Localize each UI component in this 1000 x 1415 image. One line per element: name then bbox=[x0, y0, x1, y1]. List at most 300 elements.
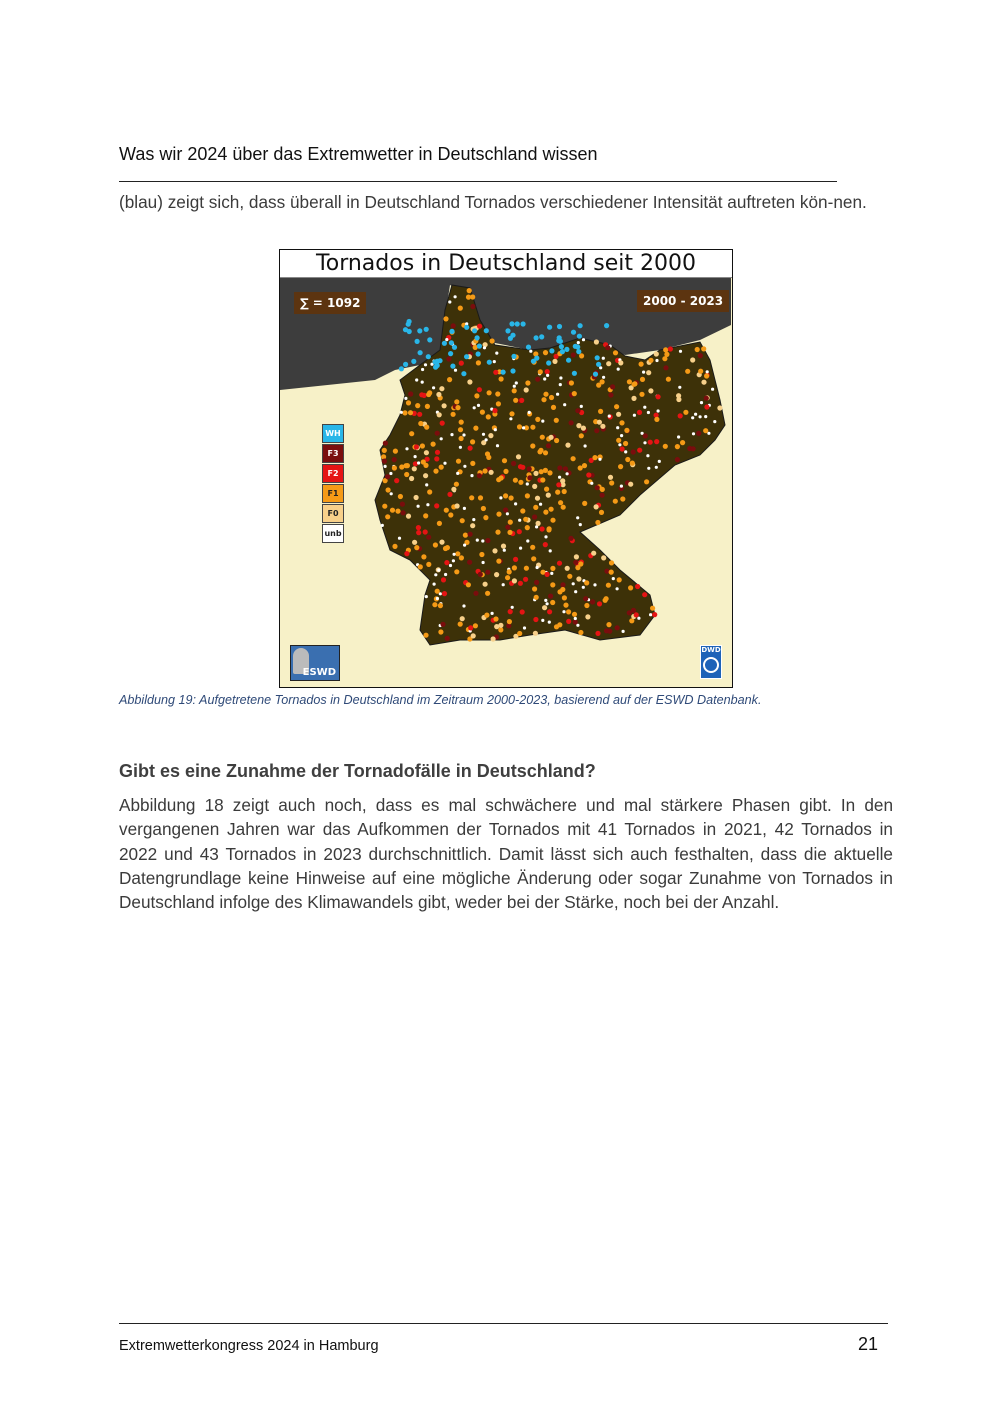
tornado-dot bbox=[514, 502, 517, 505]
tornado-dot bbox=[648, 388, 653, 393]
waterspout-dot bbox=[521, 321, 526, 326]
tornado-dot bbox=[566, 619, 571, 624]
tornado-dot bbox=[550, 582, 555, 587]
tornado-dot bbox=[631, 382, 636, 387]
tornado-dot bbox=[557, 589, 562, 594]
legend-item-wh: WH bbox=[322, 424, 344, 443]
tornado-dot bbox=[704, 404, 709, 409]
tornado-dot bbox=[619, 420, 624, 425]
tornado-dot bbox=[459, 436, 464, 441]
tornado-dot bbox=[450, 433, 453, 436]
tornado-dot bbox=[560, 582, 565, 587]
waterspout-dot bbox=[509, 321, 514, 326]
tornado-dot bbox=[453, 553, 456, 556]
tornado-dot bbox=[573, 560, 578, 565]
tornado-dot bbox=[595, 485, 600, 490]
tornado-dot bbox=[609, 480, 614, 485]
tornado-dot bbox=[439, 540, 444, 545]
waterspout-dot bbox=[472, 328, 477, 333]
tornado-dot bbox=[392, 457, 397, 462]
tornado-dot bbox=[467, 288, 472, 293]
tornado-dot bbox=[414, 495, 419, 500]
tornado-dot bbox=[567, 574, 572, 579]
tornado-dot bbox=[646, 370, 651, 375]
tornado-dot bbox=[507, 569, 512, 574]
tornado-dot bbox=[584, 580, 589, 585]
waterspout-dot bbox=[511, 354, 516, 359]
tornado-dot bbox=[400, 411, 403, 414]
tornado-dot bbox=[425, 483, 428, 486]
tornado-dot bbox=[668, 346, 673, 351]
tornado-dot bbox=[471, 633, 476, 638]
tornado-dot bbox=[454, 569, 459, 574]
tornado-dot bbox=[526, 539, 529, 542]
tornado-dot bbox=[498, 623, 503, 628]
tornado-dot bbox=[427, 489, 432, 494]
tornado-dot bbox=[701, 346, 706, 351]
waterspout-dot bbox=[564, 347, 569, 352]
tornado-dot bbox=[634, 612, 639, 617]
tornado-dot bbox=[597, 420, 602, 425]
tornado-dot bbox=[558, 500, 563, 505]
waterspout-dot bbox=[534, 356, 539, 361]
tornado-dot bbox=[584, 444, 587, 447]
legend-item-f2: F2 bbox=[322, 464, 344, 483]
tornado-dot bbox=[692, 432, 695, 435]
tornado-dot bbox=[456, 472, 459, 475]
tornado-dot bbox=[435, 589, 440, 594]
tornado-dot bbox=[544, 487, 549, 492]
tornado-dot bbox=[683, 410, 688, 415]
tornado-dot bbox=[559, 376, 562, 379]
tornado-dot bbox=[557, 465, 562, 470]
tornado-dot bbox=[543, 510, 548, 515]
tornado-dot bbox=[546, 602, 549, 605]
waterspout-dot bbox=[559, 344, 564, 349]
tornado-dot bbox=[678, 386, 681, 389]
tornado-dot bbox=[545, 369, 550, 374]
tornado-dot bbox=[563, 466, 568, 471]
tornado-dot bbox=[533, 505, 538, 510]
tornado-dot bbox=[513, 385, 516, 388]
tornado-dot bbox=[458, 622, 463, 627]
tornado-dot bbox=[631, 449, 636, 454]
tornado-dot bbox=[617, 577, 622, 582]
tornado-dot bbox=[635, 584, 640, 589]
tornado-dot bbox=[520, 508, 525, 513]
tornado-dot bbox=[599, 510, 604, 515]
figure-caption: Abbildung 19: Aufgetretene Tornados in Deutschland im Zeitraum 2000-2023, basierend auf der ESWD Datenbank. bbox=[119, 693, 762, 707]
tornado-dot bbox=[618, 443, 621, 446]
tornado-dot bbox=[557, 561, 562, 566]
tornado-dot bbox=[421, 554, 426, 559]
tornado-dot bbox=[455, 503, 460, 508]
tornado-dot bbox=[642, 371, 645, 374]
tornado-dot bbox=[404, 551, 409, 556]
tornado-dot bbox=[382, 504, 387, 509]
tornado-dot bbox=[654, 417, 659, 422]
tornado-dot bbox=[545, 572, 550, 577]
waterspout-dot bbox=[547, 325, 552, 330]
tornado-dot bbox=[445, 636, 450, 641]
tornado-dot bbox=[502, 458, 507, 463]
tornado-dot bbox=[603, 598, 608, 603]
tornado-dot bbox=[643, 433, 648, 438]
tornado-dot bbox=[541, 619, 544, 622]
tornado-dot bbox=[675, 444, 680, 449]
waterspout-dot bbox=[539, 334, 544, 339]
tornado-dot bbox=[582, 338, 585, 341]
germany-map bbox=[280, 250, 731, 686]
tornado-dot bbox=[541, 420, 544, 423]
tornado-dot bbox=[657, 409, 660, 412]
tornado-dot bbox=[536, 521, 541, 526]
tornado-dot bbox=[631, 396, 636, 401]
tornado-dot bbox=[550, 600, 555, 605]
tornado-dot bbox=[530, 545, 535, 550]
tornado-dot bbox=[466, 582, 471, 587]
tornado-dot bbox=[527, 466, 532, 471]
tornado-dot bbox=[530, 425, 535, 430]
tornado-dot bbox=[528, 411, 531, 414]
tornado-dot bbox=[663, 365, 668, 370]
tornado-dot bbox=[473, 426, 478, 431]
tornado-dot bbox=[406, 400, 411, 405]
tornado-dot bbox=[533, 617, 538, 622]
tornado-dot bbox=[572, 582, 575, 585]
tornado-dot bbox=[491, 636, 496, 641]
tornado-dot bbox=[423, 529, 428, 534]
tornado-dot bbox=[590, 482, 593, 485]
tornado-dot bbox=[633, 414, 636, 417]
tornado-dot bbox=[466, 295, 471, 300]
tornado-dot bbox=[620, 485, 623, 488]
waterspout-dot bbox=[572, 371, 577, 376]
tornado-dot bbox=[543, 392, 548, 397]
tornado-dot bbox=[533, 471, 538, 476]
tornado-dot bbox=[569, 380, 574, 385]
page-number: 21 bbox=[858, 1334, 879, 1354]
tornado-dot bbox=[503, 469, 508, 474]
tornado-dot bbox=[505, 525, 510, 530]
tornado-dot bbox=[628, 585, 633, 590]
waterspout-dot bbox=[399, 366, 404, 371]
tornado-dot bbox=[509, 417, 512, 420]
waterspout-dot bbox=[534, 335, 539, 340]
tornado-dot bbox=[609, 560, 614, 565]
tornado-dot bbox=[459, 555, 464, 560]
tornado-dot bbox=[451, 412, 456, 417]
tornado-dot bbox=[385, 474, 390, 479]
waterspout-dot bbox=[571, 330, 576, 335]
waterspout-dot bbox=[449, 340, 454, 345]
tornado-dot bbox=[598, 409, 603, 414]
tornado-dot bbox=[546, 527, 551, 532]
tornado-dot bbox=[393, 449, 398, 454]
tornado-dot bbox=[467, 560, 472, 565]
tornado-dot bbox=[613, 350, 618, 355]
tornado-dot bbox=[426, 503, 429, 506]
tornado-dot bbox=[532, 586, 537, 591]
tornado-dot bbox=[525, 525, 530, 530]
tornado-dot bbox=[437, 569, 440, 572]
tornado-dot bbox=[460, 518, 465, 523]
tornado-dot bbox=[595, 631, 600, 636]
tornado-dot bbox=[381, 524, 384, 527]
tornado-dot bbox=[574, 617, 577, 620]
tornado-dot bbox=[491, 612, 494, 615]
tornado-dot bbox=[616, 426, 619, 429]
tornado-dot bbox=[440, 437, 443, 440]
intensity-legend bbox=[322, 424, 342, 544]
tornado-dot bbox=[536, 566, 539, 569]
tornado-dot bbox=[482, 433, 485, 436]
tornado-dot bbox=[643, 441, 646, 444]
tornado-dot bbox=[555, 490, 560, 495]
tornado-dot bbox=[509, 495, 514, 500]
tornado-dot bbox=[624, 450, 627, 453]
tornado-dot bbox=[646, 454, 649, 457]
tornado-dot bbox=[434, 573, 437, 576]
tornado-dot bbox=[454, 482, 459, 487]
eswd-logo: ESWD bbox=[290, 645, 340, 681]
tornado-dot bbox=[477, 404, 480, 407]
tornado-dot bbox=[432, 386, 435, 389]
tornado-dot bbox=[543, 542, 548, 547]
tornado-dot bbox=[597, 601, 602, 606]
tornado-dot bbox=[600, 493, 605, 498]
tornado-dot bbox=[489, 470, 494, 475]
tornado-dot bbox=[549, 549, 552, 552]
tornado-dot bbox=[609, 570, 614, 575]
tornado-dot bbox=[662, 356, 667, 361]
waterspout-dot bbox=[450, 364, 455, 369]
tornado-dot bbox=[606, 583, 611, 588]
tornado-dot bbox=[537, 449, 542, 454]
tornado-dot bbox=[488, 433, 493, 438]
tornado-dot bbox=[571, 352, 576, 357]
tornado-dot bbox=[412, 466, 417, 471]
tornado-dot bbox=[647, 467, 650, 470]
tornado-dot bbox=[554, 418, 559, 423]
tornado-dot bbox=[426, 562, 431, 567]
sum-badge: ∑ = 1092 bbox=[294, 292, 366, 314]
tornado-dot bbox=[423, 633, 428, 638]
tornado-dot bbox=[677, 435, 680, 438]
tornado-dot bbox=[698, 353, 703, 358]
tornado-dot bbox=[582, 501, 587, 506]
tornado-dot bbox=[495, 391, 500, 396]
tornado-dot bbox=[608, 475, 613, 480]
intro-paragraph: (blau) zeigt sich, dass überall in Deutschland Tornados verschiedener Intensität auftreten kön-nen. bbox=[119, 192, 867, 212]
tornado-dot bbox=[613, 499, 618, 504]
tornado-dot bbox=[590, 599, 595, 604]
waterspout-dot bbox=[577, 334, 582, 339]
tornado-dot bbox=[616, 412, 621, 417]
tornado-dot bbox=[577, 341, 580, 344]
tornado-dot bbox=[440, 622, 445, 627]
tornado-dot bbox=[463, 533, 468, 538]
tornado-dot bbox=[600, 424, 605, 429]
tornado-dot bbox=[484, 613, 489, 618]
tornado-dot bbox=[442, 403, 447, 408]
tornado-dot bbox=[717, 405, 722, 410]
tornado-dot bbox=[499, 475, 504, 480]
tornado-dot bbox=[529, 350, 532, 353]
tornado-dot bbox=[550, 518, 555, 523]
tornado-dot bbox=[424, 450, 429, 455]
tornado-dot bbox=[565, 443, 570, 448]
tornado-dot bbox=[509, 411, 514, 416]
tornado-dot bbox=[616, 438, 621, 443]
tornado-dot bbox=[526, 482, 529, 485]
waterspout-dot bbox=[487, 360, 492, 365]
waterspout-dot bbox=[411, 359, 416, 364]
tornado-dot bbox=[470, 474, 473, 477]
tornado-dot bbox=[476, 360, 481, 365]
tornado-dot bbox=[482, 561, 485, 564]
tornado-dot bbox=[576, 624, 579, 627]
tornado-dot bbox=[468, 532, 473, 537]
tornado-dot bbox=[394, 478, 399, 483]
tornado-dot bbox=[431, 442, 436, 447]
tornado-dot bbox=[425, 595, 428, 598]
tornado-dot bbox=[445, 545, 450, 550]
tornado-dot bbox=[470, 523, 475, 528]
tornado-dot bbox=[459, 420, 464, 425]
tornado-dot bbox=[562, 610, 565, 613]
tornado-dot bbox=[624, 428, 629, 433]
tornado-dot bbox=[706, 370, 709, 373]
tornado-dot bbox=[695, 347, 700, 352]
tornado-dot bbox=[483, 346, 486, 349]
tornado-dot bbox=[470, 461, 475, 466]
tornado-dot bbox=[523, 577, 528, 582]
tornado-dot bbox=[554, 624, 559, 629]
waterspout-dot bbox=[505, 328, 510, 333]
tornado-dot bbox=[652, 612, 657, 617]
tornado-dot bbox=[417, 505, 420, 508]
tornado-dot bbox=[543, 377, 546, 380]
tornado-dot bbox=[594, 428, 599, 433]
tornado-dot bbox=[532, 514, 537, 519]
tornado-dot bbox=[563, 603, 568, 608]
tornado-dot bbox=[549, 507, 554, 512]
tornado-dot bbox=[546, 493, 551, 498]
tornado-dot bbox=[625, 457, 630, 462]
tornado-dot bbox=[402, 410, 407, 415]
tornado-dot bbox=[650, 606, 655, 611]
tornado-dot bbox=[408, 410, 413, 415]
tornado-dot bbox=[544, 535, 547, 538]
tornado-dot bbox=[654, 439, 659, 444]
tornado-dot bbox=[534, 580, 539, 585]
tornado-dot bbox=[418, 421, 423, 426]
tornado-dot bbox=[663, 444, 668, 449]
tornado-dot bbox=[579, 523, 582, 526]
tornado-dot bbox=[583, 596, 588, 601]
tornado-dot bbox=[493, 360, 496, 363]
waterspout-dot bbox=[546, 360, 551, 365]
tornado-dot bbox=[516, 454, 521, 459]
waterspout-dot bbox=[549, 348, 554, 353]
tornado-dot bbox=[582, 586, 585, 589]
tornado-dot bbox=[437, 412, 442, 417]
tornado-dot bbox=[578, 630, 583, 635]
tornado-dot bbox=[385, 514, 390, 519]
waterspout-dot bbox=[427, 337, 432, 342]
tornado-dot bbox=[446, 356, 451, 361]
tornado-dot bbox=[644, 479, 649, 484]
tornado-dot bbox=[473, 406, 476, 409]
tornado-dot bbox=[711, 388, 714, 391]
waterspout-dot bbox=[576, 349, 581, 354]
tornado-dot bbox=[447, 377, 452, 382]
tornado-dot bbox=[519, 547, 522, 550]
tornado-dot bbox=[437, 521, 442, 526]
waterspout-dot bbox=[406, 322, 411, 327]
tornado-dot bbox=[406, 514, 411, 519]
waterspout-dot bbox=[433, 365, 438, 370]
tornado-dot bbox=[476, 539, 479, 542]
waterspout-dot bbox=[448, 351, 453, 356]
tornado-dot bbox=[600, 487, 605, 492]
tornado-dot bbox=[524, 387, 529, 392]
tornado-dot bbox=[472, 518, 475, 521]
tornado-dot bbox=[713, 420, 716, 423]
tornado-dot bbox=[517, 631, 522, 636]
tornado-dot bbox=[540, 435, 545, 440]
tornado-dot bbox=[477, 387, 482, 392]
tornado-dot bbox=[512, 388, 517, 393]
tornado-dot bbox=[499, 496, 502, 499]
tornado-dot bbox=[648, 358, 653, 363]
tornado-dot bbox=[535, 496, 540, 501]
tornado-dot bbox=[512, 565, 517, 570]
tornado-dot bbox=[538, 369, 543, 374]
tornado-dot bbox=[462, 604, 465, 607]
section-heading: Gibt es eine Zunahme der Tornadofälle in Deutschland? bbox=[119, 761, 596, 781]
tornado-dot bbox=[531, 556, 536, 561]
tornado-dot bbox=[511, 461, 516, 466]
tornado-dot bbox=[479, 552, 484, 557]
tornado-dot bbox=[421, 381, 424, 384]
tornado-dot bbox=[620, 496, 625, 501]
tornado-dot bbox=[580, 405, 583, 408]
footer-title: Extremwetterkongress 2024 in Hamburg bbox=[119, 1338, 379, 1354]
tornado-dot bbox=[532, 484, 537, 489]
waterspout-dot bbox=[464, 354, 469, 359]
tornado-dot bbox=[398, 494, 403, 499]
tornado-dot bbox=[518, 581, 523, 586]
tornado-dot bbox=[496, 444, 499, 447]
tornado-dot bbox=[409, 476, 414, 481]
tornado-dot bbox=[666, 377, 671, 382]
tornado-dot bbox=[563, 403, 566, 406]
tornado-dot bbox=[478, 495, 483, 500]
tornado-dot bbox=[403, 463, 408, 468]
tornado-dot bbox=[408, 391, 413, 396]
legend-item-f3: F3 bbox=[322, 444, 344, 463]
tornado-dot bbox=[654, 351, 659, 356]
tornado-dot bbox=[458, 427, 463, 432]
tornado-dot bbox=[593, 583, 596, 586]
tornado-dot bbox=[637, 410, 642, 415]
tornado-dot bbox=[579, 433, 584, 438]
waterspout-dot bbox=[566, 358, 571, 363]
tornado-dot bbox=[438, 603, 443, 608]
tornado-dot bbox=[523, 517, 528, 522]
